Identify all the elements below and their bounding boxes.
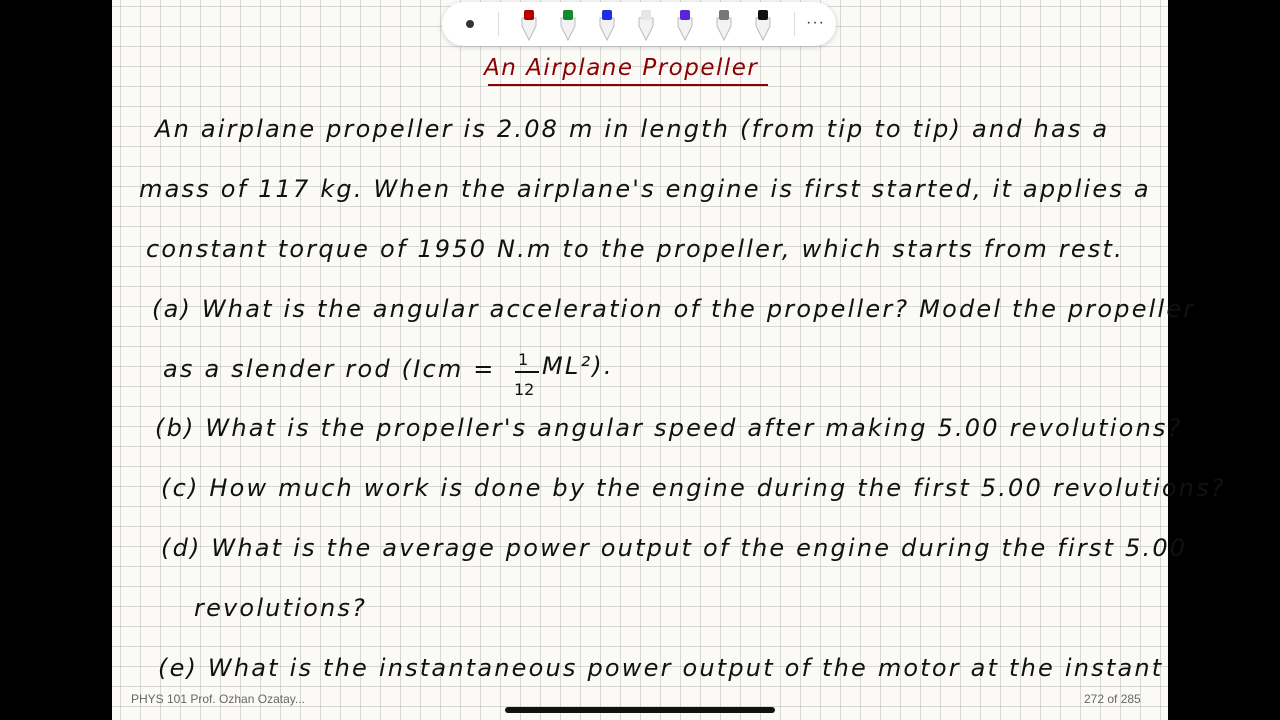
- purple-pen-icon[interactable]: [670, 8, 700, 42]
- fraction-denominator: 12: [514, 380, 535, 399]
- toolbar-separator: [794, 12, 795, 36]
- gray-pen-icon[interactable]: [709, 8, 739, 42]
- page-indicator: 272 of 285: [1084, 692, 1141, 706]
- title-underline: [488, 84, 768, 86]
- pointer-dot-icon[interactable]: [466, 20, 474, 28]
- question-e-line-1: (e) What is the instantaneous power output of the motor at the instant: [158, 654, 1164, 682]
- blue-pen-icon[interactable]: [592, 8, 622, 42]
- question-d-line-1: (d) What is the average power output of the engine during the first 5.00: [161, 534, 1188, 562]
- green-pen-icon[interactable]: [553, 8, 583, 42]
- red-pen-icon[interactable]: [514, 8, 544, 42]
- formula-tail: ML²).: [542, 352, 614, 380]
- annotation-toolbar: [442, 2, 836, 46]
- document-title: PHYS 101 Prof. Ozhan Ozatay...: [131, 692, 305, 706]
- question-a-line-1: (a) What is the angular acceleration of the propeller? Model the propeller: [152, 295, 1196, 323]
- text-line-1: An airplane propeller is 2.08 m in length (from tip to tip) and has a: [155, 115, 1110, 143]
- toolbar-separator: [498, 12, 499, 36]
- page-title: An Airplane Propeller: [484, 55, 759, 81]
- question-a-line-2: as a slender rod (Icm =: [163, 355, 496, 383]
- text-line-2: mass of 117 kg. When the airplane's engine is first started, it applies a: [139, 175, 1151, 203]
- black-pen-icon[interactable]: [748, 8, 778, 42]
- question-d-line-2: revolutions?: [194, 594, 368, 622]
- fraction-numerator: 1: [518, 350, 529, 369]
- eraser-icon[interactable]: [631, 8, 661, 42]
- text-line-3: constant torque of 1950 N.m to the propeller, which starts from rest.: [146, 235, 1124, 263]
- question-b: (b) What is the propeller's angular speed after making 5.00 revolutions?: [155, 414, 1183, 442]
- more-options-icon[interactable]: ···: [806, 14, 825, 31]
- home-indicator[interactable]: [505, 707, 775, 713]
- question-c: (c) How much work is done by the engine during the first 5.00 revolutions?: [161, 474, 1226, 502]
- fraction-bar: [515, 371, 539, 373]
